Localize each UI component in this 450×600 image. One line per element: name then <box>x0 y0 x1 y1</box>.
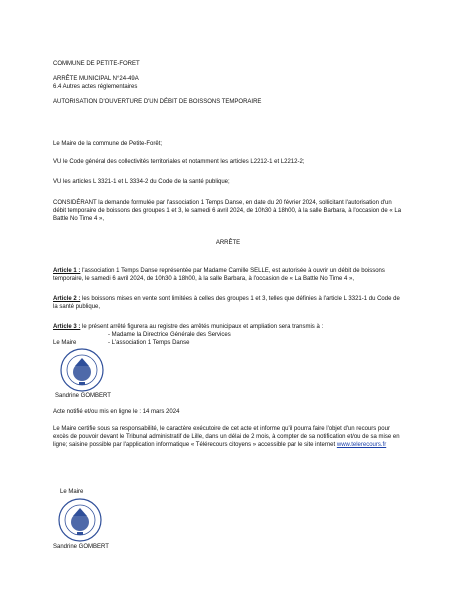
signature-2-name: Sandrine GOMBERT <box>53 544 109 550</box>
preamble-vu-1: VU le Code général des collectivités territoriales et notamment les articles L2212-1 et L2212-2; <box>53 159 305 165</box>
article-1-label: Article 1 : <box>53 268 81 274</box>
article-2-text: les boissons mises en vente sont limitées à celles des groupes 1 et 3, telles que définies à l'article L 3321-1 du Code de la santé publique, <box>53 296 400 310</box>
municipal-seal-2 <box>58 498 102 542</box>
preamble-vu-2: VU les articles L 3321-1 et L 3334-2 du Code de la santé publique; <box>53 179 230 185</box>
article-1-text: l'association 1 Temps Danse représentée par Madame Camille SELLE, est autorisée à ouvrir un débit de boissons temporaire, le samedi 6 avril 2024, de 10h30 à 18h00, à la salle Barbara, à l'occasion de « La Battle No Time 4 », <box>53 268 385 282</box>
article-3-label: Article 3 : <box>53 324 81 330</box>
article-2-label: Article 2 : <box>53 296 81 302</box>
considerant-text: la demande formulée par l'association 1 Temps Danse, en date du 20 février 2024, sollicitant l'autorisation d'un débit temporaire de boissons des groupes 1 et 3, le samedi 6 avril 2024, de 10h30 à 18h00, à la salle Barbara, à l'occasion de « La Battle No Time 4 », <box>53 200 402 222</box>
signature-1-name: Sandrine GOMBERT <box>55 393 111 399</box>
municipal-seal-1 <box>60 348 104 392</box>
article-3 <box>53 323 403 331</box>
certification-text: Le Maire certifie sous sa responsabilité, le caractère exécutoire de cet acte et informe qu'il pourra faire l'objet d'un recours pour excès de pouvoir devant le Tribunal administratif de Lille, dans un délai de 2 mois, à compter de sa notification et/ou de sa mise en ligne; saisine possible par l'application informatique « Télérecours citoyens » accessible par le site internet <box>53 426 400 448</box>
preamble-considerant <box>53 199 403 223</box>
publication-notice: Acte notifié et/ou mis en ligne le : 14 mars 2024 <box>53 409 180 415</box>
arrete-number: ARRÊTE MUNICIPAL N°24-49A <box>53 76 139 82</box>
signature-1-title: Le Maire <box>53 340 77 346</box>
ampliation-item: - L'association 1 Temps Danse <box>108 340 190 346</box>
article-2 <box>53 295 403 311</box>
certification-notice <box>53 425 403 449</box>
signature-2-title: Le Maire <box>60 489 84 495</box>
article-3-text: le présent arrêté figurera au registre des arrêtés municipaux et ampliation sera transmis à : <box>80 324 324 330</box>
ampliation-item: - Madame la Directrice Générale des Services <box>108 332 231 338</box>
commune-name: COMMUNE DE PETITE-FORET <box>53 61 140 67</box>
article-1 <box>53 267 403 283</box>
telerecours-link[interactable]: www.telerecours.fr <box>336 442 387 448</box>
arrete-heading: ARRÊTE <box>215 240 241 246</box>
document-subject: AUTORISATION D'OUVERTURE D'UN DÉBIT DE BOISSONS TEMPORAIRE <box>53 99 262 105</box>
considerant-label: CONSIDÉRANT <box>53 200 97 206</box>
act-category: 6.4 Autres actes réglementaires <box>53 84 138 90</box>
preamble-maire: Le Maire de la commune de Petite-Forêt; <box>53 141 163 147</box>
